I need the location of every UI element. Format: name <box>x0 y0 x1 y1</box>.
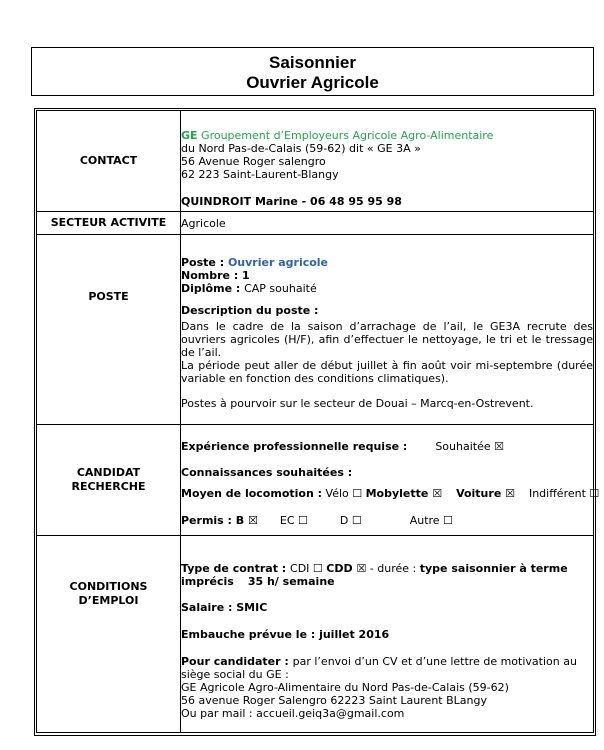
job-offer-table <box>36 110 600 733</box>
candidater-line-3: 56 avenue Roger Salengro 62223 Saint Laurent BLangy <box>181 694 487 707</box>
title-line-2: Ouvrier Agricole <box>246 73 379 92</box>
nombre-line: Nombre : 1 <box>181 268 250 282</box>
salaire-line: Salaire : SMIC <box>181 601 268 614</box>
locomotion-indifferent: Indifférent ☐ <box>528 486 600 500</box>
org-abbr: GE <box>181 129 198 142</box>
conditions-label <box>37 536 181 733</box>
locomotion-velo: Vélo ☐ <box>322 486 366 500</box>
candidater-line-2: GE Agricole Agro-Alimentaire du Nord Pas-de-Calais (59-62) <box>181 681 509 694</box>
contrat-cdd: CDD ☒ <box>326 562 367 575</box>
row-contact <box>37 111 594 212</box>
locomotion-voiture: Voiture ☒ <box>456 486 515 500</box>
conditions-label-1: CONDITIONS <box>69 580 148 593</box>
org-name: Groupement d’Employeurs Agricole Agro-Alimentaire <box>197 129 494 142</box>
row-conditions <box>37 536 594 733</box>
candidater-line-4: Ou par mail : accueil.geiq3a@gmail.com <box>181 707 405 720</box>
description-paragraph-3: Postes à pourvoir sur le secteur de Douai – Marcq-en-Ostrevent. <box>181 396 534 410</box>
experience-value: Souhaitée ☒ <box>435 439 504 453</box>
contact-line-2: du Nord Pas-de-Calais (59-62) dit « GE 3A » <box>181 142 421 155</box>
row-secteur <box>37 212 594 235</box>
row-candidat <box>37 425 594 536</box>
row-poste <box>37 235 594 425</box>
candidat-label-2: RECHERCHE <box>71 480 146 493</box>
permis-d: D ☐ <box>339 513 362 527</box>
candidater-line <box>181 655 593 681</box>
permis-ec: EC ☐ <box>279 513 308 527</box>
diplome-line <box>181 282 593 295</box>
title-line-1: Saisonnier <box>269 53 356 72</box>
experience-key: Expérience professionnelle requise : <box>181 439 408 453</box>
contrat-key: Type de contrat : <box>181 562 291 575</box>
contrat-cdi: CDI ☐ <box>290 562 327 575</box>
description-paragraph-1: Dans le cadre de la saison d’arrachage de l’ail, le GE3A recrute des ouvriers agricoles (H/F), afin d’effectuer le nettoyage, le tri et le tressage de l’ail. <box>181 319 593 359</box>
poste-key: Poste : <box>181 255 228 269</box>
title-box <box>31 47 594 96</box>
permis-b: Permis : B ☒ <box>181 513 258 527</box>
contact-label: CONTACT <box>37 111 181 212</box>
contact-person: QUINDROIT Marine - 06 48 95 95 98 <box>181 195 402 208</box>
connaissances-line: Connaissances souhaitées : <box>181 465 353 479</box>
contrat-type: type saisonnier à terme imprécis <box>181 562 568 588</box>
conditions-label-2: D’EMPLOI <box>78 594 139 607</box>
poste-label: POSTE <box>37 235 181 425</box>
locomotion-mobylette: Mobylette ☒ <box>365 486 443 500</box>
diplome-value: CAP souhaité <box>244 281 317 295</box>
experience-line <box>181 440 593 453</box>
contrat-hours: 35 h/ semaine <box>247 575 335 588</box>
candidat-label-1: CANDIDAT <box>76 466 141 479</box>
contrat-line <box>181 562 593 588</box>
secteur-value: Agricole <box>181 212 594 235</box>
candidater-text: par l’envoi d’un CV et d’une lettre de motivation au siège social du GE : <box>181 655 577 681</box>
permis-autre: Autre ☐ <box>409 513 453 527</box>
candidater-key: Pour candidater : <box>181 655 293 668</box>
org-line <box>181 129 593 142</box>
contact-line-4: 62 223 Saint-Laurent-Blangy <box>181 168 339 181</box>
candidat-label <box>37 425 181 536</box>
contact-value <box>181 111 594 212</box>
poste-line <box>181 256 593 269</box>
diplome-key: Diplôme : <box>181 281 245 295</box>
contact-line-3: 56 Avenue Roger salengro <box>181 155 326 168</box>
embauche-line: Embauche prévue le : juillet 2016 <box>181 628 390 641</box>
poste-title: Ouvrier agricole <box>227 255 329 269</box>
conditions-value <box>181 536 594 733</box>
poste-value <box>181 235 594 425</box>
locomotion-line <box>181 486 600 500</box>
candidat-value <box>181 425 600 536</box>
locomotion-key: Moyen de locomotion : <box>181 486 323 500</box>
description-title: Description du poste : <box>181 303 319 317</box>
description-paragraph-2: La période peut aller de début juillet à fin août voir mi-septembre (durée variable en fonction des conditions climatiques). <box>181 358 593 385</box>
permis-line <box>181 514 593 527</box>
contrat-duree: - durée : <box>366 562 420 575</box>
secteur-label: SECTEUR ACTIVITE <box>37 212 181 235</box>
